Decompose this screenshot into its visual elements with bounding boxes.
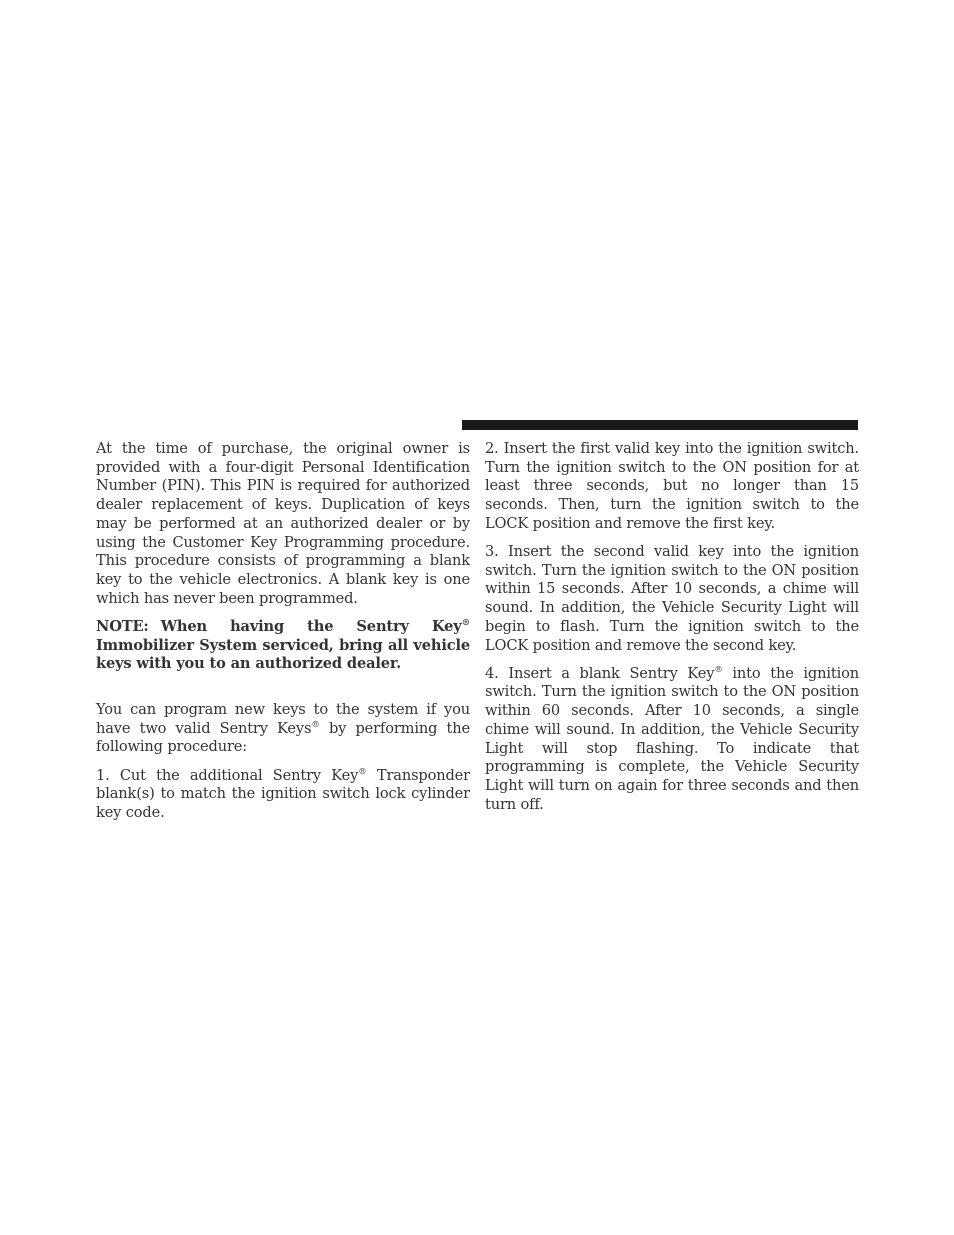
right-column [485, 440, 859, 824]
step-3: 3. Insert the second valid key into the ignition switch. Turn the ignition switch to the ON position within 15 seconds. After 10 seconds, a chime will sound. In addition, the Vehicle Security Light will begin to flash. Turn the ignition switch to the LOCK position and remove the second key. [485, 543, 859, 654]
note-label: NOTE: [96, 617, 149, 635]
note-paragraph [96, 618, 470, 674]
registered-mark: ® [311, 719, 320, 730]
step-1-text-a: 1. Cut the additional Sentry Key [96, 766, 359, 784]
step-1-text-b: Transponder blank(s) to match the ignition switch lock cylinder key code. [96, 766, 471, 821]
left-column [96, 440, 470, 832]
program-text-b: by performing the following procedure: [96, 719, 470, 756]
note-text-a: When having the Sentry Key [160, 617, 462, 635]
note-text-b: Immobilizer System serviced, bring all vehicle keys with you to an authorized dealer. [96, 636, 470, 673]
registered-mark: ® [461, 617, 470, 628]
registered-mark: ® [714, 664, 723, 675]
step-4-text-a: 4. Insert a blank Sentry Key [485, 664, 715, 682]
step-4-text-b: into the ignition switch. Turn the ignition switch to the ON position within 60 seconds. After 10 seconds, a single chime will sound. In addition, the Vehicle Security Light will stop flashing. To indicate that programming is complete, the Vehicle Security Light will turn on again for three seconds and then turn off. [485, 664, 859, 813]
step-1 [96, 767, 470, 823]
program-text-a: You can program new keys to the system if you have two valid Sentry Keys [96, 700, 470, 737]
intro-paragraph: At the time of purchase, the original owner is provided with a four-digit Personal Identification Number (PIN). This PIN is required for authorized dealer replacement of keys. Duplication of keys may be performed at an authorized dealer or by using the Customer Key Programming procedure. This procedure consists of programming a blank key to the vehicle electronics. A blank key is one which has never been programmed. [96, 440, 470, 607]
step-2: 2. Insert the first valid key into the ignition switch. Turn the ignition switch to the ON position for at least three seconds, but no longer than 15 seconds. Then, turn the ignition switch to the LOCK position and remove the first key. [485, 440, 859, 532]
step-4 [485, 665, 859, 815]
registered-mark: ® [358, 766, 367, 777]
program-paragraph [96, 701, 470, 757]
section-header-bar [462, 420, 858, 430]
